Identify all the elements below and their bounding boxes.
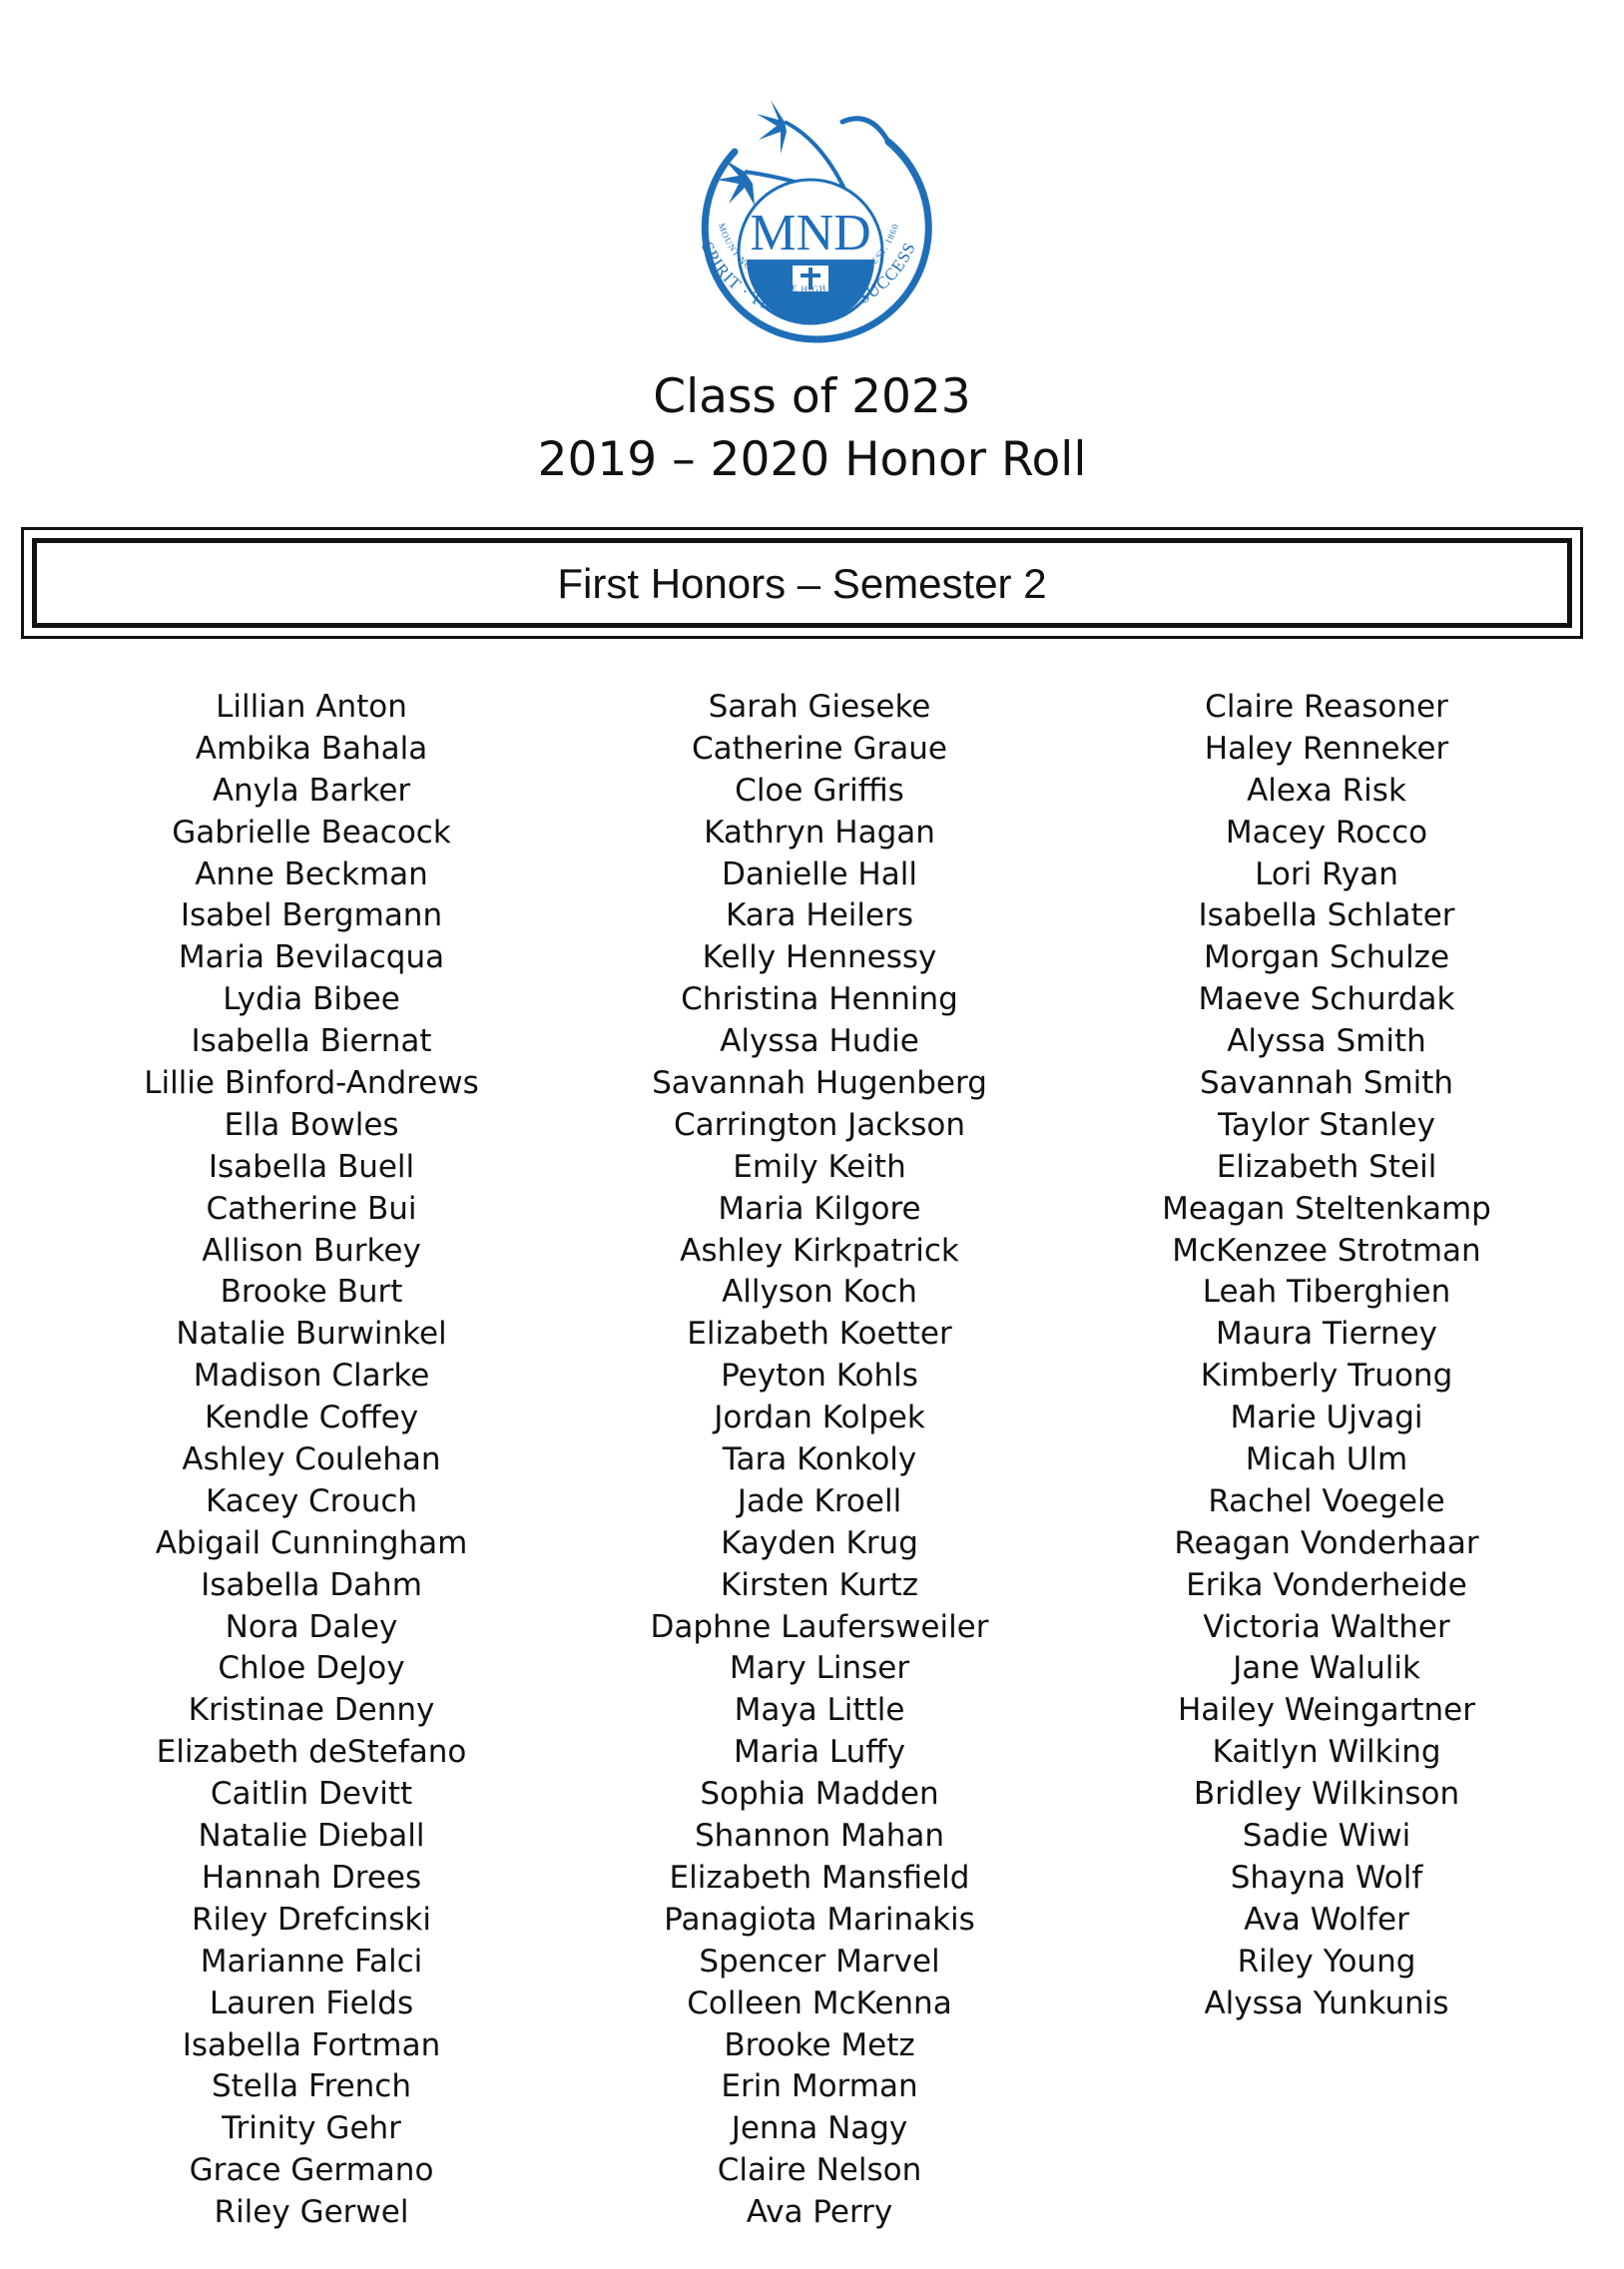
student-name: Kristinae Denny	[188, 1692, 435, 1729]
student-name: Kirsten Kurtz	[720, 1566, 919, 1603]
student-name: Alyssa Yunkunis	[1204, 1985, 1449, 2021]
student-name: Lillian Anton	[216, 689, 407, 725]
student-name: Isabel Bergmann	[180, 897, 443, 934]
student-name: Daphne Laufersweiler	[650, 1608, 989, 1645]
student-name: Brooke Metz	[724, 2026, 915, 2063]
student-name: Carrington Jackson	[673, 1106, 966, 1143]
student-name: Isabella Fortman	[182, 2026, 441, 2063]
names-column-2	[540, 687, 1099, 2234]
student-name: Shannon Mahan	[694, 1818, 945, 1855]
student-name: Sophia Madden	[700, 1776, 939, 1813]
student-name: Tara Konkoly	[722, 1441, 917, 1478]
student-name: Morgan Schulze	[1203, 939, 1450, 976]
student-name: Christina Henning	[681, 981, 958, 1018]
student-name: Kathryn Hagan	[704, 814, 935, 851]
section-banner-inner	[32, 538, 1572, 628]
student-name: Ashley Coulehan	[182, 1441, 441, 1478]
student-name: Reagan Vonderhaar	[1174, 1524, 1479, 1561]
student-name: Kimberly Truong	[1200, 1358, 1453, 1395]
student-name: Kendle Coffey	[204, 1400, 419, 1436]
student-name: Danielle Hall	[722, 855, 917, 892]
student-name: Catherine Graue	[692, 730, 947, 767]
student-name: Lori Ryan	[1255, 855, 1398, 892]
student-name: Abigail Cunningham	[155, 1524, 468, 1561]
student-name: Anyla Barker	[212, 772, 411, 809]
student-name: Emily Keith	[733, 1148, 906, 1185]
student-name: Maria Kilgore	[718, 1190, 921, 1227]
logo-ring-text: MOUNT NOTRE DAME HIGH SCHOOL · EST. 1860	[716, 222, 901, 294]
names-column-1	[32, 687, 591, 2234]
student-name: Hailey Weingartner	[1177, 1692, 1475, 1729]
student-name: Haley Renneker	[1204, 730, 1449, 767]
student-name: Spencer Marvel	[699, 1943, 940, 1980]
student-name: Lauren Fields	[209, 1985, 414, 2021]
student-name: Sarah Gieseke	[708, 689, 931, 725]
student-name: Macey Rocco	[1225, 814, 1428, 851]
section-banner	[21, 527, 1583, 639]
student-name: Maeve Schurdak	[1198, 981, 1455, 1018]
school-seal-logo	[675, 82, 946, 353]
student-name: Maria Bevilacqua	[178, 939, 445, 976]
student-name: Riley Young	[1237, 1943, 1416, 1980]
student-name: Meagan Steltenkamp	[1162, 1190, 1491, 1227]
student-name: Alyssa Smith	[1227, 1023, 1426, 1060]
student-name: Jenna Nagy	[731, 2110, 908, 2147]
logo-motto: SPIRIT · TRADITION · SUCCESS	[697, 239, 920, 321]
student-name: Elizabeth Mansfield	[669, 1859, 970, 1896]
document-title: Class of 2023	[653, 369, 971, 424]
student-name: Elizabeth deStefano	[156, 1734, 467, 1771]
student-name: Kacey Crouch	[205, 1482, 418, 1519]
student-name: Riley Drefcinski	[192, 1901, 431, 1938]
student-name: Grace Germano	[189, 2152, 434, 2189]
student-name: Claire Nelson	[717, 2152, 922, 2189]
student-name: Marianne Falci	[200, 1943, 423, 1980]
student-name: Allyson Koch	[722, 1274, 917, 1311]
student-name: Alyssa Hudie	[720, 1023, 919, 1060]
student-name: Ella Bowles	[224, 1106, 399, 1143]
student-name: Catherine Bui	[206, 1190, 417, 1227]
student-name: Savannah Smith	[1199, 1065, 1454, 1102]
student-name: Kelly Hennessy	[702, 939, 937, 976]
student-name: Erin Morman	[721, 2068, 918, 2105]
student-name: Elizabeth Steil	[1216, 1148, 1437, 1185]
logo-monogram: MND	[750, 205, 871, 262]
student-name: Natalie Dieball	[198, 1818, 425, 1855]
student-name: Taylor Stanley	[1218, 1106, 1435, 1143]
student-name: Anne Beckman	[195, 855, 428, 892]
student-name: Micah Ulm	[1245, 1441, 1408, 1478]
student-name: Isabella Biernat	[191, 1023, 432, 1060]
student-name: Leah Tiberghien	[1202, 1274, 1451, 1311]
student-name: Kara Heilers	[726, 897, 913, 934]
student-name: Isabella Dahm	[201, 1566, 422, 1603]
student-name: Lillie Binford-Andrews	[144, 1065, 479, 1102]
student-name: Hannah Drees	[201, 1859, 422, 1896]
student-name: Nora Daley	[225, 1608, 398, 1645]
student-name: Brooke Burt	[220, 1274, 403, 1311]
student-name: Allison Burkey	[202, 1232, 421, 1269]
student-name: Savannah Hugenberg	[652, 1065, 987, 1102]
student-name: Ava Perry	[746, 2194, 893, 2231]
section-heading: First Honors – Semester 2	[557, 560, 1047, 607]
student-name: Ashley Kirkpatrick	[680, 1232, 959, 1269]
student-name: Colleen McKenna	[687, 1985, 952, 2021]
student-name: McKenzee Strotman	[1172, 1232, 1481, 1269]
student-name: Claire Reasoner	[1205, 689, 1448, 725]
student-name: Marie Ujvagi	[1230, 1400, 1423, 1436]
student-name: Riley Gerwel	[214, 2194, 409, 2231]
student-name: Madison Clarke	[193, 1358, 430, 1395]
student-name: Ava Wolfer	[1244, 1901, 1409, 1938]
student-name: Lydia Bibee	[223, 981, 400, 1018]
student-name: Stella French	[211, 2068, 412, 2105]
student-name: Shayna Wolf	[1230, 1859, 1423, 1896]
student-name: Peyton Kohls	[721, 1358, 918, 1395]
student-name: Natalie Burwinkel	[176, 1316, 447, 1353]
student-name: Trinity Gehr	[222, 2110, 401, 2147]
student-name: Jade Kroell	[737, 1482, 902, 1519]
student-name: Chloe DeJoy	[218, 1650, 405, 1687]
student-name: Kayden Krug	[721, 1524, 918, 1561]
student-name: Maya Little	[734, 1692, 905, 1729]
student-name: Kaitlyn Wilking	[1212, 1734, 1441, 1771]
document-subtitle: 2019 – 2020 Honor Roll	[537, 432, 1087, 487]
student-name: Maura Tierney	[1216, 1316, 1437, 1353]
names-column-3	[1047, 687, 1606, 2025]
student-name: Erika Vonderheide	[1186, 1566, 1467, 1603]
student-name: Caitlin Devitt	[210, 1776, 413, 1813]
student-name: Panagiota Marinakis	[664, 1901, 975, 1938]
student-name: Bridley Wilkinson	[1193, 1776, 1460, 1813]
student-name: Elizabeth Koetter	[687, 1316, 952, 1353]
student-name: Cloe Griffis	[735, 772, 904, 809]
student-name: Gabrielle Beacock	[172, 814, 451, 851]
student-name: Jordan Kolpek	[714, 1400, 925, 1436]
student-name: Alexa Risk	[1247, 772, 1406, 809]
student-name: Sadie Wiwi	[1242, 1818, 1411, 1855]
student-name: Maria Luffy	[733, 1734, 906, 1771]
student-name: Isabella Buell	[208, 1148, 415, 1185]
student-name: Ambika Bahala	[195, 730, 428, 767]
student-name: Mary Linser	[729, 1650, 910, 1687]
student-name: Rachel Voegele	[1208, 1482, 1445, 1519]
student-name: Jane Walulik	[1233, 1650, 1420, 1687]
student-name: Isabella Schlater	[1198, 897, 1455, 934]
student-name: Victoria Walther	[1203, 1608, 1450, 1645]
